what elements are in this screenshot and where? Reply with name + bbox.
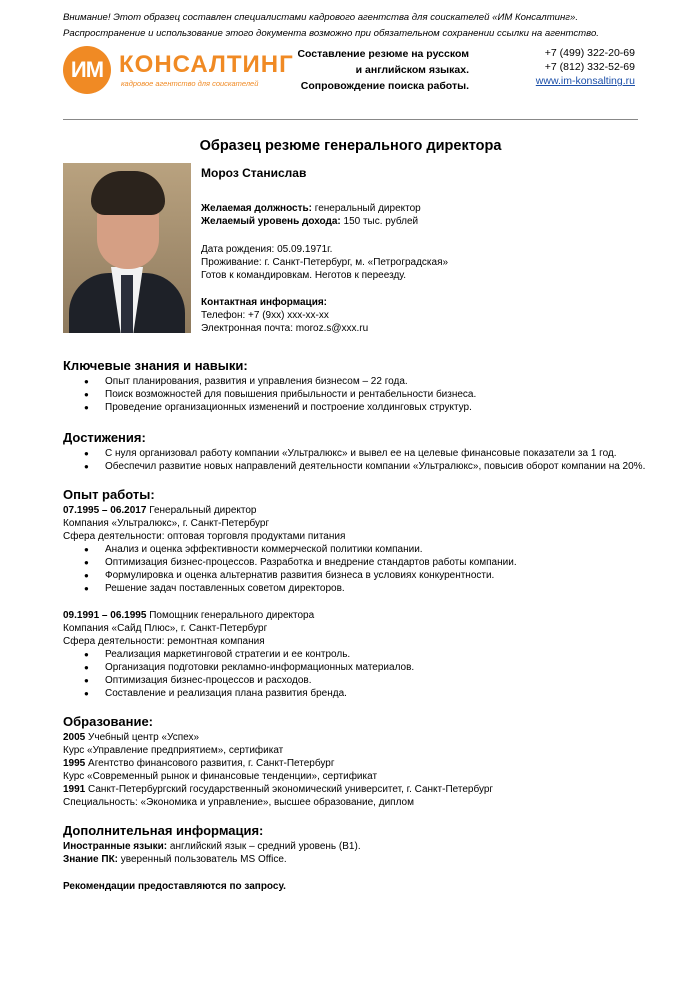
contact-info [201,296,368,335]
job-role: Генеральный директор [146,505,257,516]
header-divider [63,119,638,120]
job-sphere: Сфера деятельности: ремонтная компания [63,636,265,647]
job-entry [63,504,663,595]
experience-heading: Опыт работы: [63,487,155,502]
job-entry [63,609,663,700]
achievements-list [63,447,663,473]
website-link[interactable]: www.im-konsalting.ru [535,75,635,87]
edu-year: 2005 [63,732,86,743]
languages-value: английский язык – средний уровень (B1). [167,841,361,852]
list-item: ● Составление и реализация плана развития бренда. [63,687,663,700]
pc-skills-value: уверенный пользователь MS Office. [118,854,287,865]
logo-subtitle: кадровое агентство для соискателей [121,79,259,88]
list-item: ● Формулировка и оценка альтернатив развития бизнеса в условиях конкурентности. [63,569,663,582]
edu-detail: Курс «Управление предприятием», сертификат [63,745,284,756]
job-period: 09.1991 – 06.1995 [63,610,147,621]
contact-label: Контактная информация: [201,297,328,308]
skills-list [63,375,663,414]
additional-info [63,840,663,866]
contact-email: Электронная почта: moroz.s@xxx.ru [201,323,369,334]
personal-details [201,243,448,282]
job-role: Помощник генерального директора [146,610,315,621]
notice-line: Распространение и использование этого документа возможно при обязательном сохранении ссылки на агентство. [63,28,599,39]
list-item: ● Проведение организационных изменений и построение холдинговых структур. [63,401,663,414]
list-item: ● Реализация маркетинговой стратегии и ее контроль. [63,648,663,661]
recommendations-note: Рекомендации предоставляются по запросу. [63,881,286,892]
pc-skills-label: Знание ПК: [63,854,119,865]
income-value: 150 тыс. рублей [340,216,419,227]
position-value: генеральный директор [312,203,421,214]
list-item: ● Опыт планирования, развития и управления бизнесом – 22 года. [63,375,663,388]
contact-phone: Телефон: +7 (9хх) ххх-хх-хх [201,310,329,321]
list-item: ● Анализ и оценка эффективности коммерческой политики компании. [63,543,663,556]
list-item: ● Оптимизация бизнес-процессов и расходов. [63,674,663,687]
services-line: Составление резюме на русском [297,48,469,60]
edu-detail: Курс «Современный рынок и финансовые тенденции», сертификат [63,771,378,782]
services-text [293,46,469,94]
agency-logo [63,46,293,96]
edu-place: Учебный центр «Успех» [85,732,200,743]
education-heading: Образование: [63,714,154,729]
skills-heading: Ключевые знания и навыки: [63,358,248,373]
edu-year: 1995 [63,758,86,769]
travel-readiness: Готов к командировкам. Неготов к переезду. [201,270,407,281]
edu-place: Агентство финансового развития, г. Санкт-Петербург [85,758,335,769]
candidate-name: Мороз Станислав [201,166,307,180]
edu-year: 1991 [63,784,86,795]
languages-label: Иностранные языки: [63,841,168,852]
position-label: Желаемая должность: [201,203,312,214]
job-sphere: Сфера деятельности: оптовая торговля продуктами питания [63,531,346,542]
edu-place: Санкт-Петербургский государственный экономический университет, г. Санкт-Петербург [85,784,494,795]
agency-notice [63,10,663,42]
list-item: ● С нуля организовал работу компании «Ультралюкс» и вывел ее на целевые финансовые показатели за 1 год. [63,447,663,460]
agency-contacts [500,46,635,88]
income-label: Желаемый уровень дохода: [201,216,341,227]
job-company: Компания «Сайд Плюс», г. Санкт-Петербург [63,623,268,634]
list-item: ● Обеспечил развитие новых направлений деятельности компании «Ультралюкс», повысив оборот компании на 20%. [63,460,663,473]
candidate-photo [63,163,191,333]
birth-date: Дата рождения: 05.09.1971г. [201,244,333,255]
additional-heading: Дополнительная информация: [63,823,264,838]
list-item: ● Организация подготовки рекламно-информационных материалов. [63,661,663,674]
residence: Проживание: г. Санкт-Петербург, м. «Петроградская» [201,257,449,268]
edu-detail: Специальность: «Экономика и управление», высшее образование, диплом [63,797,414,808]
job-company: Компания «Ультралюкс», г. Санкт-Петербург [63,518,270,529]
logo-name: КОНСАЛТИНГ [119,51,294,78]
services-line: Сопровождение поиска работы. [300,80,469,92]
notice-line: Внимание! Этот образец составлен специалистами кадрового агентства для соискателей «ИМ Консалтинг». [63,12,579,23]
page-title: Образец резюме генерального директора [199,138,502,154]
achievements-heading: Достижения: [63,430,146,445]
job-period: 07.1995 – 06.2017 [63,505,147,516]
list-item: ● Оптимизация бизнес-процессов. Разработка и внедрение стандартов работы компании. [63,556,663,569]
phone-msk: +7 (499) 322-20-69 [544,47,635,59]
list-item: ● Поиск возможностей для повышения прибыльности и рентабельности бизнеса. [63,388,663,401]
list-item: ● Решение задач поставленных советом директоров. [63,582,663,595]
desired-position [201,202,421,228]
logo-mark: ИМ [63,46,111,94]
education-list [63,731,663,809]
services-line: и английском языках. [355,64,469,76]
phone-spb: +7 (812) 332-52-69 [544,61,635,73]
